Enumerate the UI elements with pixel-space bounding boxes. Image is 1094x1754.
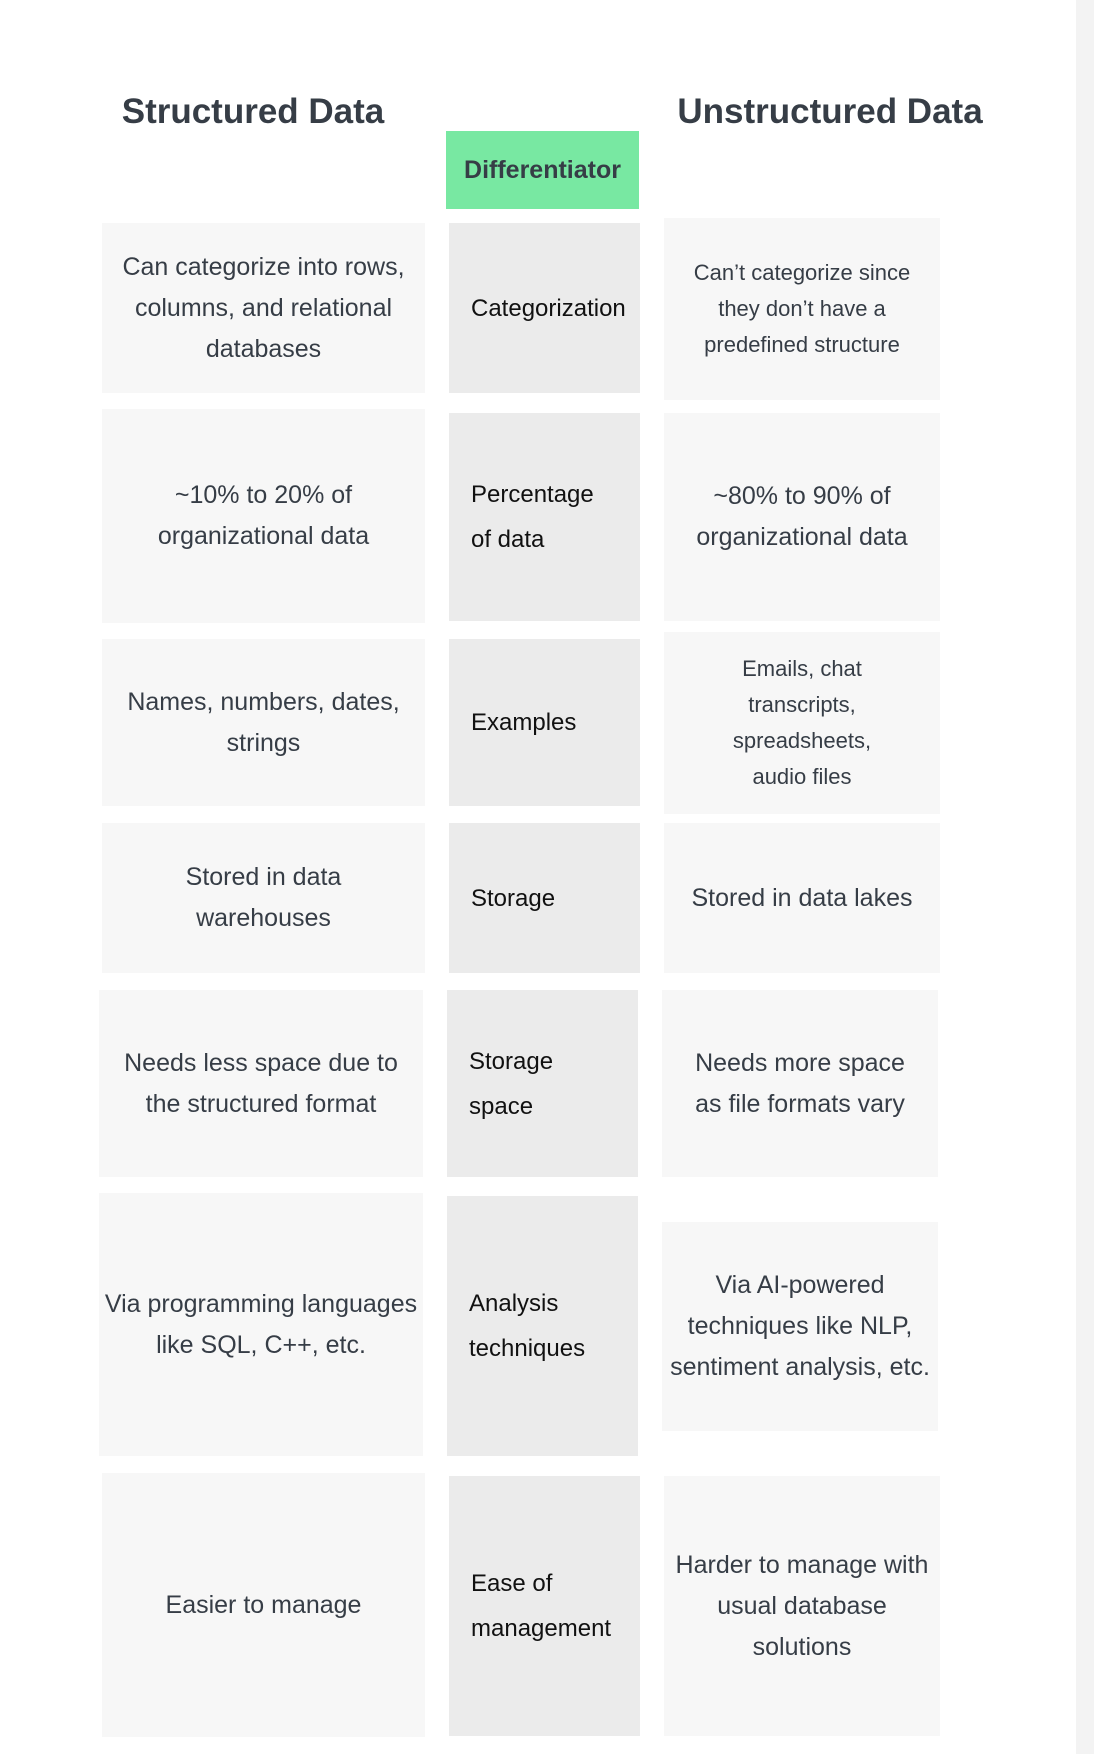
differentiator-cell-examples xyxy=(449,639,640,806)
differentiator-cell-management xyxy=(449,1476,640,1736)
structured-cell-examples xyxy=(102,639,425,806)
structured-cell-categorization xyxy=(102,223,425,393)
structured-cell-percentage xyxy=(102,409,425,623)
structured-text-storage: Stored in data warehouses xyxy=(185,863,342,932)
differentiator-badge: Differentiator xyxy=(446,131,639,209)
unstructured-cell-percentage xyxy=(664,413,940,621)
differentiator-cell-storage-space xyxy=(447,990,638,1177)
unstructured-text-storage: Stored in data lakes xyxy=(691,883,913,912)
unstructured-text-storage-space: Needs more space as file formats vary xyxy=(695,1048,905,1118)
structured-text-management: Easier to manage xyxy=(165,1590,362,1619)
unstructured-data-heading: Unstructured Data xyxy=(677,92,983,131)
structured-text-analysis: Via programming languages like SQL, C++, etc. xyxy=(104,1289,418,1359)
unstructured-cell-categorization xyxy=(664,218,940,400)
structured-cell-storage xyxy=(102,823,425,973)
unstructured-text-categorization: Can’t categorize since they don’t have a predefined structure xyxy=(693,260,911,357)
unstructured-cell-management xyxy=(664,1476,940,1736)
unstructured-cell-storage xyxy=(664,823,940,973)
unstructured-text-analysis: Via AI-powered techniques like NLP, sentiment analysis, etc. xyxy=(670,1271,930,1381)
differentiator-label-storage-space: Storage space xyxy=(469,1047,554,1120)
differentiator-cell-storage xyxy=(449,823,640,973)
structured-text-examples: Names, numbers, dates, strings xyxy=(127,687,400,757)
structured-cell-analysis xyxy=(99,1193,423,1456)
unstructured-cell-analysis xyxy=(662,1222,938,1431)
differentiator-cell-analysis xyxy=(447,1196,638,1456)
differentiator-label-storage: Storage xyxy=(471,884,556,912)
unstructured-text-examples: Emails, chat transcripts, spreadsheets, audio files xyxy=(732,656,872,789)
differentiator-cell-categorization xyxy=(449,223,640,393)
structured-data-heading: Structured Data xyxy=(121,92,385,131)
differentiator-label-categorization: Categorization xyxy=(471,294,626,322)
structured-cell-storage-space xyxy=(99,990,423,1177)
structured-text-categorization: Can categorize into rows, columns, and relational databases xyxy=(122,252,405,363)
differentiator-cell-percentage xyxy=(449,413,640,621)
differentiator-label-management: Ease of management xyxy=(471,1570,612,1642)
structured-cell-management xyxy=(102,1473,425,1737)
unstructured-text-management: Harder to manage with usual database solutions xyxy=(675,1550,929,1661)
differentiator-label-examples: Examples xyxy=(471,709,577,736)
structured-text-storage-space: Needs less space due to the structured format xyxy=(124,1048,398,1118)
structured-text-percentage: ~10% to 20% of organizational data xyxy=(157,481,370,550)
differentiator-label-analysis: Analysis techniques xyxy=(469,1290,586,1362)
differentiator-label-percentage: Percentage of data xyxy=(471,481,594,553)
page-right-edge xyxy=(1076,0,1094,1754)
unstructured-cell-examples xyxy=(664,632,940,814)
unstructured-text-percentage: ~80% to 90% of organizational data xyxy=(696,482,908,551)
unstructured-cell-storage-space xyxy=(662,990,938,1177)
